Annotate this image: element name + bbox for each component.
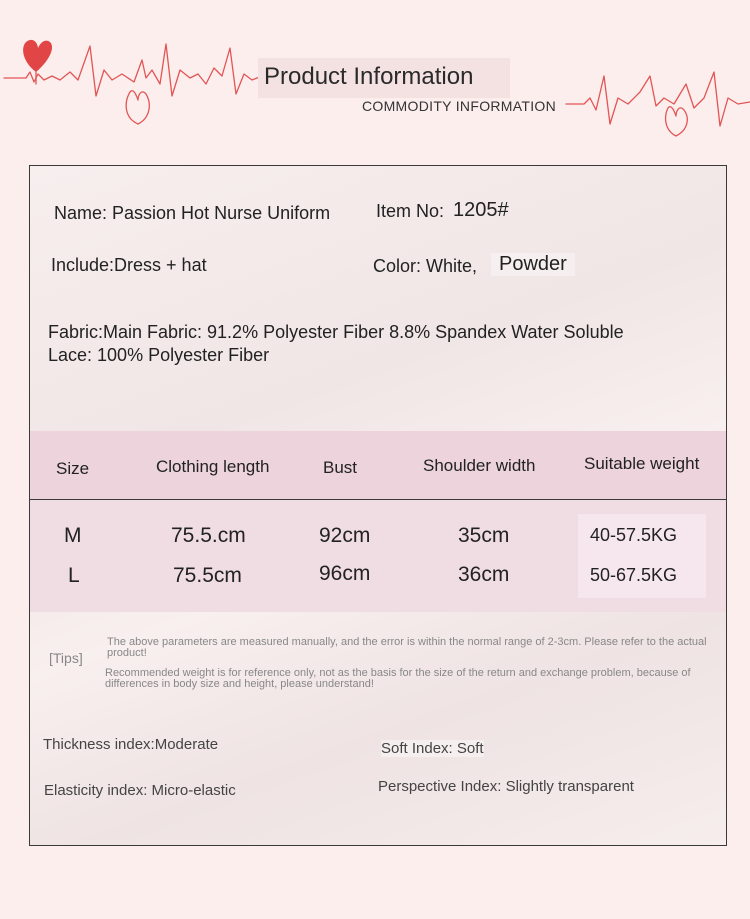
tips-line-2: Recommended weight is for reference only, not as the basis for the size of the return and exchange problem, because of differences in body size and height, please understand! [105,667,691,690]
header [0,0,750,150]
header-clothing-length: Clothing length [156,457,270,476]
page-subtitle: COMMODITY INFORMATION [362,98,556,114]
color-extra: Powder [491,253,575,276]
tips-label: [Tips] [49,650,83,666]
elasticity-index: Elasticity index: Micro-elastic [44,782,236,799]
header-bust: Bust [323,458,358,477]
item-no-value: 1205# [453,199,509,221]
product-info-panel [29,165,727,846]
thickness-index: Thickness index:Moderate [43,736,219,753]
perspective-index: Perspective Index: Slightly transparent [378,778,634,795]
header-suitable-weight: Suitable weight [584,454,700,473]
row-l-shoulder: 36cm [458,563,510,586]
tips-line-1: The above parameters are measured manually, and the error is within the normal range of 2-3cm. Please refer to the actual product! [107,636,707,659]
soft-index: Soft Index: Soft [381,740,484,757]
item-no-label: Item No: [376,201,445,221]
row-l-length: 75.5cm [173,564,242,587]
red-heart-icon [23,40,52,72]
row-m-weight: 40-57.5KG [590,525,678,545]
include-text: Include:Dress + hat [51,255,207,275]
product-name: Name: Passion Hot Nurse Uniform [54,203,331,223]
header-size: Size [56,459,90,478]
row-m-shoulder: 35cm [458,524,510,547]
row-m-bust: 92cm [319,524,371,547]
row-l-weight: 50-67.5KG [590,565,678,585]
size-table-header [30,431,727,499]
header-shoulder-width: Shoulder width [423,456,536,475]
row-l-size: L [68,564,80,587]
page-title: Product Information [258,58,510,98]
row-m-length: 75.5.cm [171,524,246,547]
color-label: Color: White, [373,256,478,276]
row-l-bust: 96cm [319,562,371,585]
fabric-line-1: Fabric:Main Fabric: 91.2% Polyester Fiber 8.8% Spandex Water Soluble [48,322,624,342]
row-m-size: M [64,524,82,547]
fabric-line-2: Lace: 100% Polyester Fiber [48,345,270,365]
